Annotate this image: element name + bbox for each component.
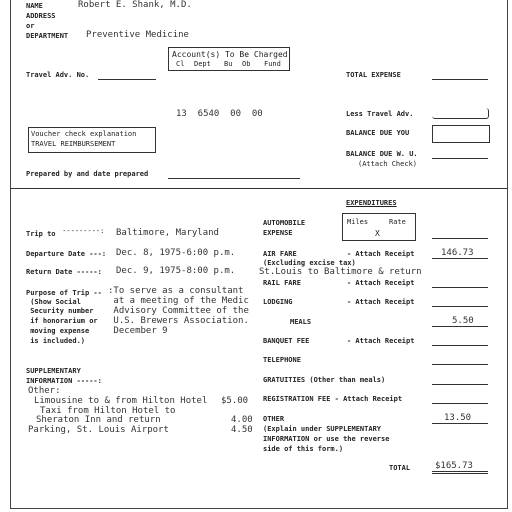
total-underline (432, 471, 488, 474)
accounts-col-cl: Cl (176, 60, 185, 68)
prepared-by-label: Prepared by and date prepared (26, 170, 149, 178)
supp-amount-3: 4.00 (231, 415, 253, 425)
telephone-field[interactable] (432, 364, 488, 365)
accounts-col-dept: Dept (194, 60, 211, 68)
gratuities-field[interactable] (432, 384, 488, 385)
supp-item-1: Limousine to & from Hilton Hotel (34, 396, 208, 406)
supplementary-other-label: Other: (28, 386, 61, 396)
meals-field[interactable] (432, 326, 488, 327)
trip-to-label: Trip to (26, 230, 56, 238)
total-label: TOTAL (389, 464, 411, 472)
other-note-1: (Explain under SUPPLEMENTARY (263, 425, 382, 433)
purpose-label-4: if honorarium or (26, 317, 98, 325)
other-exp-amount: 13.50 (444, 413, 472, 423)
gratuities-label: GRATUITIES (Other than meals) (263, 376, 386, 384)
supplementary-label-2: INFORMATION -----: (26, 377, 102, 385)
accounts-title: Account(s) To Be Charged (172, 50, 288, 59)
expenditures-heading: EXPENDITURES (346, 199, 397, 207)
other-note-3: side of this form.) (263, 445, 344, 453)
accounts-values: 13 6540 00 00 (176, 109, 263, 119)
purpose-value-2: at a meeting of the Medic (108, 296, 249, 306)
miles-label: Miles (347, 218, 369, 226)
balance-due-wu-field[interactable] (432, 158, 488, 159)
supp-item-4: Parking, St. Louis Airport (28, 425, 169, 435)
banquet-attach: - Attach Receipt (347, 337, 415, 345)
purpose-label-6: is included.) (26, 337, 86, 345)
route: St.Louis to Baltimore & return (259, 267, 422, 277)
lodging-attach: - Attach Receipt (347, 298, 415, 306)
accounts-col-fund: Fund (264, 60, 281, 68)
trip-to-value: Baltimore, Maryland (116, 228, 219, 238)
section-divider (10, 188, 507, 189)
auto-amount-field[interactable] (432, 238, 488, 239)
purpose-value-1: :To serve as a consultant (108, 286, 244, 296)
purpose-value-3: Advisory Committee of the (108, 306, 249, 316)
x-mark: X (375, 229, 380, 238)
lodging-field[interactable] (432, 306, 488, 307)
return-label: Return Date -----: (26, 268, 102, 276)
supplementary-label-1: SUPPLEMENTARY (26, 367, 81, 375)
voucher-line2: TRAVEL REIMBURSEMENT (31, 140, 116, 148)
purpose-label-1: Purpose of Trip -- (26, 289, 102, 297)
rail-fare-label: RAIL FARE (263, 279, 301, 287)
purpose-label-2: (Show Social (26, 298, 81, 306)
balance-due-you-field[interactable] (432, 125, 490, 143)
air-fare-label: AIR FARE (263, 250, 297, 258)
supp-amount-1: $5.00 (221, 396, 249, 406)
name-value: Robert E. Shank, M.D. (78, 0, 192, 10)
telephone-label: TELEPHONE (263, 356, 301, 364)
auto-label-2: EXPENSE (263, 229, 293, 237)
total-expense-label: TOTAL EXPENSE (346, 71, 401, 79)
balance-due-wu-label: BALANCE DUE W. U. (346, 150, 418, 158)
accounts-col-bu: Bu (224, 60, 233, 68)
balance-due-you-label: BALANCE DUE YOU (346, 129, 410, 137)
travel-adv-label: Travel Adv. No. (26, 71, 90, 79)
registration-label: REGISTRATION FEE - Attach Receipt (263, 395, 403, 403)
purpose-label-3: Security number (26, 307, 94, 315)
auto-label-1: AUTOMOBILE (263, 219, 306, 227)
rate-label: Rate (389, 218, 406, 226)
air-fare-sub: (Excluding excise tax) (263, 259, 356, 267)
air-fare-field[interactable] (432, 258, 488, 259)
supp-item-3: Sheraton Inn and return (36, 415, 161, 425)
purpose-value-5: December 9 (108, 326, 168, 336)
purpose-value-4: U.S. Brewers Association. (108, 316, 249, 326)
banquet-field[interactable] (432, 345, 488, 346)
prepared-by-field[interactable] (168, 178, 300, 179)
air-fare-amount: 146.73 (441, 248, 474, 258)
registration-field[interactable] (432, 403, 488, 404)
total-amount: $165.73 (435, 461, 473, 471)
other-note-2: INFORMATION or use the reverse (263, 435, 390, 443)
department-value: Preventive Medicine (86, 30, 189, 40)
or-label: or (26, 22, 35, 30)
departure-label: Departure Date ---: (26, 250, 107, 258)
purpose-label-5: moving expense (26, 327, 90, 335)
voucher-line1: Voucher check explanation (31, 130, 137, 138)
other-exp-field[interactable] (432, 423, 488, 424)
total-expense-field[interactable] (432, 79, 488, 80)
lodging-label: LODGING (263, 298, 293, 306)
address-label: ADDRESS (26, 12, 56, 20)
meals-amount: 5.50 (452, 316, 474, 326)
accounts-col-ob: Ob (242, 60, 251, 68)
less-travel-adv-field[interactable] (432, 108, 489, 119)
supp-item-2: Taxi from Hilton Hotel to (40, 406, 176, 416)
rail-fare-attach: - Attach Receipt (347, 279, 415, 287)
less-travel-adv-label: Less Travel Adv. (346, 110, 414, 118)
travel-adv-field[interactable] (98, 79, 156, 80)
return-value: Dec. 9, 1975-8:00 p.m. (116, 266, 236, 276)
meals-label: MEALS (290, 318, 312, 326)
other-exp-label: OTHER (263, 415, 285, 423)
name-label: NAME (26, 2, 43, 10)
department-label: DEPARTMENT (26, 32, 69, 40)
supp-amount-4: 4.50 (231, 425, 253, 435)
rail-fare-field[interactable] (432, 287, 488, 288)
banquet-label: BANQUET FEE (263, 337, 310, 345)
air-fare-attach: - Attach Receipt (347, 250, 415, 258)
departure-value: Dec. 8, 1975-6:00 p.m. (116, 248, 236, 258)
attach-check-label: (Attach Check) (358, 160, 418, 168)
trip-to-dashes: ---------: (58, 227, 105, 235)
